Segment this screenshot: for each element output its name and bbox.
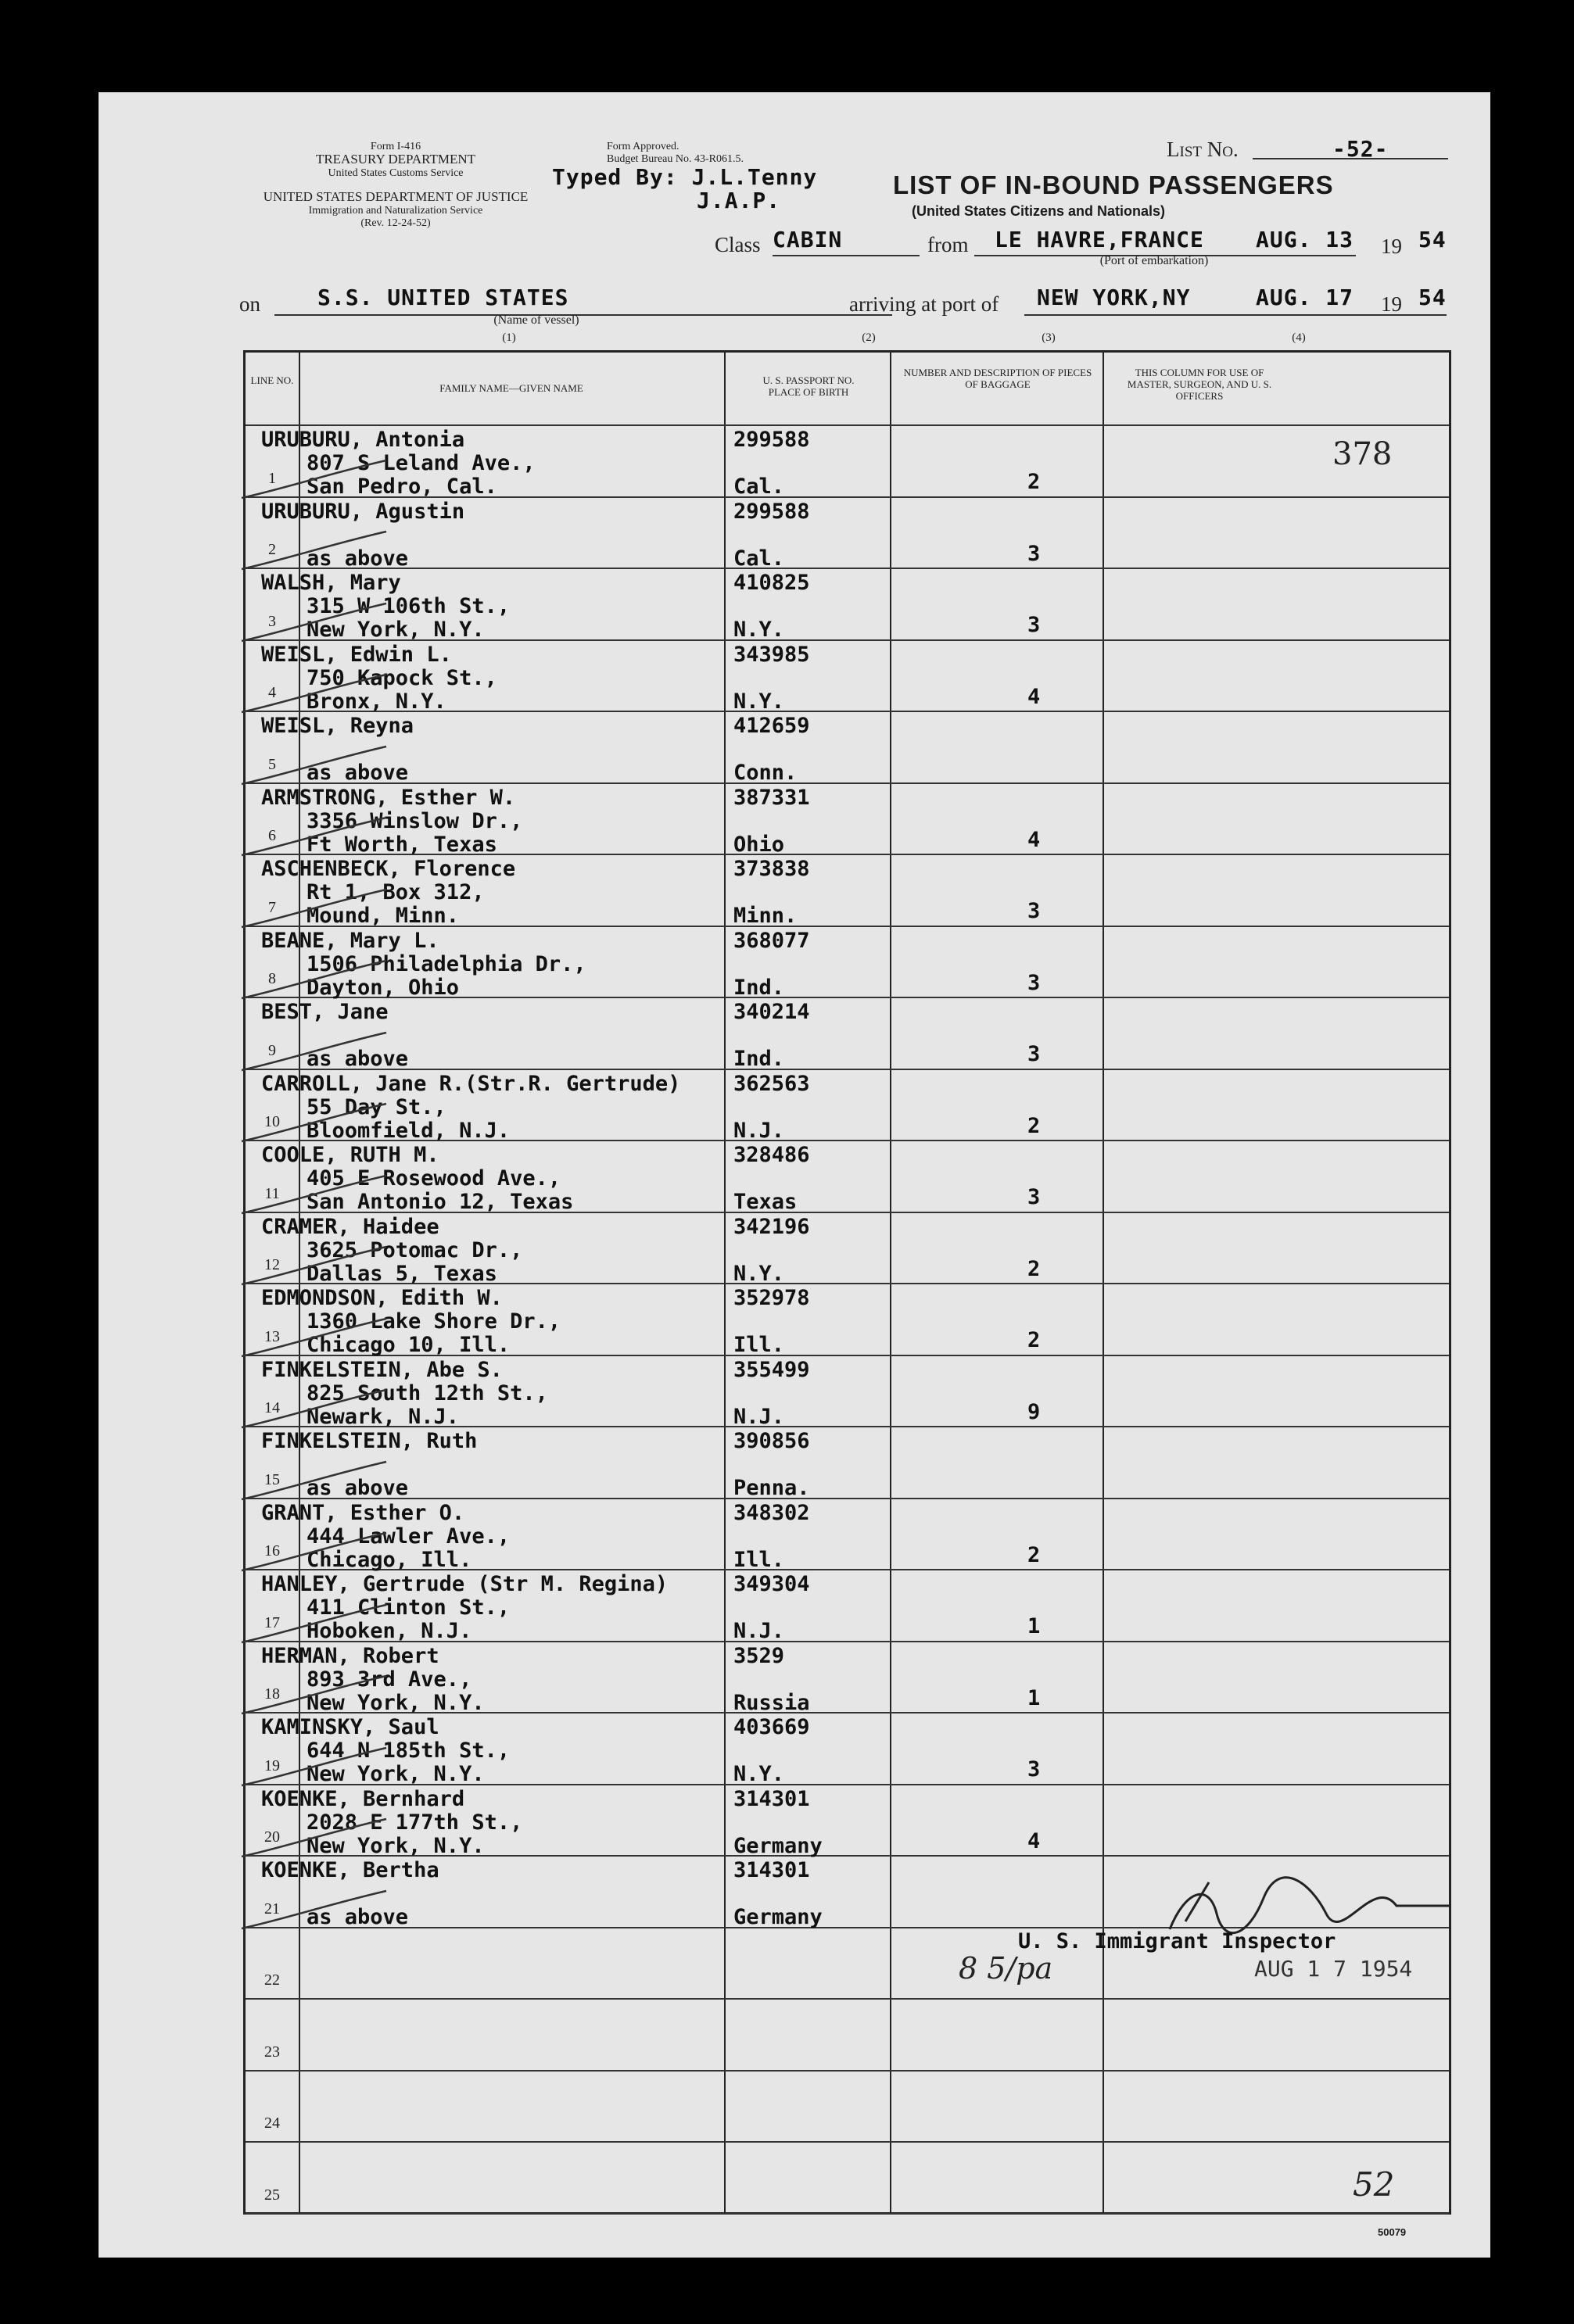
passenger-address-1: 1506 Philadelphia Dr.,: [307, 951, 586, 976]
passenger-name: BEST, Jane: [261, 1000, 389, 1024]
table-row: [246, 496, 1449, 571]
col-header-passport: U. S. PASSPORT NO. PLACE OF BIRTH: [762, 374, 855, 398]
row-number: 24: [264, 2115, 280, 2132]
place-of-birth: Minn.: [733, 904, 798, 928]
col-header-name: FAMILY NAME—GIVEN NAME: [439, 382, 583, 394]
passenger-address-2: New York, N.Y.: [307, 1690, 485, 1715]
embarkation-year: 54: [1418, 227, 1447, 252]
passenger-address-2: Mound, Minn.: [307, 904, 460, 928]
row-number: 10: [264, 1113, 280, 1130]
table-row: [246, 568, 1449, 642]
place-of-birth: Ohio: [733, 832, 785, 857]
table-row: [246, 1426, 1449, 1498]
passport-number: 299588: [733, 499, 810, 524]
passenger-address-2: as above: [307, 1905, 409, 1929]
row-number: 3: [268, 612, 276, 630]
passenger-address-1: 807 S Leland Ave.,: [307, 451, 536, 475]
place-of-birth: N.Y.: [733, 689, 785, 714]
row-number: 18: [264, 1685, 280, 1703]
place-of-birth: N.J.: [733, 1404, 785, 1429]
baggage-count: 3: [1027, 899, 1041, 923]
table-row: [246, 1712, 1449, 1784]
col-number-2: (2): [862, 331, 876, 344]
baggage-count: 2: [1027, 1256, 1041, 1281]
passenger-address-2: New York, N.Y.: [307, 618, 485, 642]
embarkation-date: AUG. 13: [1256, 227, 1354, 252]
col-number-3: (3): [1042, 331, 1056, 344]
passenger-address-2: as above: [307, 761, 409, 785]
passport-number: 3529: [733, 1643, 785, 1668]
passenger-address-2: Chicago 10, Ill.: [307, 1333, 511, 1357]
place-of-birth: N.Y.: [733, 1261, 785, 1286]
passenger-name: FINKELSTEIN, Ruth: [261, 1429, 478, 1453]
table-row: [246, 424, 1449, 499]
row-number: 19: [264, 1756, 280, 1774]
table-row: [246, 639, 1449, 714]
passport-number: 314301: [733, 1786, 810, 1811]
passenger-name: ARMSTRONG, Esther W.: [261, 785, 516, 810]
on-label: on: [239, 292, 260, 316]
place-of-birth: N.J.: [733, 1619, 785, 1643]
row-number: 8: [268, 970, 276, 987]
passenger-name: KAMINSKY, Saul: [261, 1715, 439, 1739]
baggage-count: 4: [1027, 684, 1041, 709]
table-row: [246, 1784, 1449, 1856]
passport-number: 387331: [733, 785, 810, 810]
arrival-port: NEW YORK,NY: [1037, 285, 1191, 310]
table-row: [246, 926, 1449, 1000]
arriving-label: arriving at port of: [849, 292, 999, 316]
passport-number: 340214: [733, 1000, 810, 1024]
passenger-address-2: Dayton, Ohio: [307, 975, 460, 1000]
row-number: 12: [264, 1256, 280, 1273]
passport-number: 328486: [733, 1143, 810, 1167]
passenger-address-2: New York, N.Y.: [307, 1833, 485, 1858]
class-value: CABIN: [773, 227, 843, 252]
treasury-dept: TREASURY DEPARTMENT: [315, 152, 476, 167]
col-header-line: LINE NO.: [250, 374, 294, 386]
place-of-birth: Germany: [733, 1833, 823, 1858]
list-no-value: -52-: [1332, 136, 1389, 162]
row-number: 20: [264, 1828, 280, 1846]
passenger-address-2: as above: [307, 1476, 409, 1500]
passenger-name: COOLE, RUTH M.: [261, 1143, 439, 1167]
passenger-address-2: New York, N.Y.: [307, 1762, 485, 1786]
passport-number: 412659: [733, 714, 810, 738]
passenger-name: KOENKE, Bernhard: [261, 1786, 465, 1811]
row-number: 22: [264, 1971, 280, 1989]
place-of-birth: N.J.: [733, 1118, 785, 1143]
passenger-name: URUBURU, Agustin: [261, 499, 465, 524]
passenger-name: CARROLL, Jane R.(Str.R. Gertrude): [261, 1071, 681, 1096]
col-header-officers: THIS COLUMN FOR USE OF MASTER, SURGEON, AND U. S. OFFICERS: [1127, 367, 1272, 402]
passenger-name: HANLEY, Gertrude (Str M. Regina): [261, 1572, 669, 1596]
table-row: [246, 2141, 1449, 2213]
list-no-label: List No.: [1167, 138, 1239, 161]
row-number: 7: [268, 898, 276, 916]
row-number: 5: [268, 755, 276, 773]
passenger-name: KOENKE, Bertha: [261, 1858, 439, 1882]
row-number: 13: [264, 1327, 280, 1345]
passport-number: 352978: [733, 1286, 810, 1310]
ins-service: Immigration and Naturalization Service: [308, 205, 483, 217]
table-row: [246, 1140, 1449, 1212]
passenger-address-1: 315 W 106th St.,: [307, 594, 511, 618]
passenger-address-2: Dallas 5, Texas: [307, 1261, 497, 1286]
table-row: [246, 1641, 1449, 1713]
class-label: Class: [715, 233, 761, 256]
passport-number: 368077: [733, 928, 810, 953]
passenger-address-1: 55 Day St.,: [307, 1094, 446, 1119]
col-header-baggage: NUMBER AND DESCRIPTION OF PIECES OF BAGGAGE: [903, 367, 1092, 390]
passport-number: 299588: [733, 428, 810, 452]
corner-page-number: 52: [1353, 2165, 1395, 2204]
inspector-date-stamp: AUG 1 7 1954: [1254, 1956, 1413, 1982]
passenger-address-2: Newark, N.J.: [307, 1404, 460, 1429]
table-row: [246, 782, 1449, 857]
passenger-address-2: Ft Worth, Texas: [307, 832, 497, 857]
baggage-count: 2: [1027, 470, 1041, 494]
vessel-caption: (Name of vessel): [493, 313, 579, 327]
row-number: 1: [268, 469, 276, 487]
row-number: 4: [268, 684, 276, 701]
passenger-name: EDMONDSON, Edith W.: [261, 1286, 503, 1310]
passenger-address-1: Rt 1, Box 312,: [307, 880, 485, 904]
table-row: [246, 2070, 1449, 2142]
passenger-address-2: San Pedro, Cal.: [307, 474, 497, 499]
row-number: 16: [264, 1542, 280, 1559]
row-number: 25: [264, 2186, 280, 2204]
passenger-name: WALSH, Mary: [261, 571, 401, 595]
place-of-birth: Ill.: [733, 1333, 785, 1357]
margin-number: 378: [1332, 436, 1393, 472]
form-number: Form I-416: [370, 141, 421, 152]
passenger-address-2: as above: [307, 1047, 409, 1071]
baggage-count: 3: [1027, 613, 1041, 637]
baggage-count: 2: [1027, 1113, 1041, 1138]
passport-number: 342196: [733, 1214, 810, 1239]
passport-number: 349304: [733, 1572, 810, 1596]
passport-number: 410825: [733, 571, 810, 595]
passport-number: 314301: [733, 1858, 810, 1882]
passenger-address-1: 644 N 185th St.,: [307, 1739, 511, 1763]
passenger-address-2: San Antonio 12, Texas: [307, 1190, 574, 1214]
table-row: [246, 1212, 1449, 1284]
handwritten-note: 8 5/pa: [959, 1951, 1053, 1986]
baggage-count: 3: [1027, 541, 1041, 566]
table-row: [246, 854, 1449, 926]
page-subtitle: (United States Citizens and Nationals): [912, 203, 1166, 219]
passenger-name: ASCHENBECK, Florence: [261, 857, 516, 881]
passport-number: 373838: [733, 857, 810, 881]
passenger-address-2: as above: [307, 546, 409, 571]
vessel-name: S.S. UNITED STATES: [317, 285, 569, 310]
row-number: 11: [264, 1184, 280, 1202]
baggage-count: 9: [1027, 1399, 1041, 1424]
embarkation-port: LE HAVRE,FRANCE: [995, 227, 1204, 252]
passenger-name: GRANT, Esther O.: [261, 1500, 465, 1525]
place-of-birth: Germany: [733, 1905, 823, 1929]
from-label: from: [927, 233, 969, 256]
passenger-name: BEANE, Mary L.: [261, 928, 439, 953]
passport-number: 390856: [733, 1429, 810, 1453]
passenger-name: FINKELSTEIN, Abe S.: [261, 1357, 503, 1382]
passenger-address-1: 750 Kapock St.,: [307, 665, 497, 690]
baggage-count: 3: [1027, 1042, 1041, 1066]
passenger-address-1: 3356 Winslow Dr.,: [307, 808, 523, 833]
inspector-title: U. S. Immigrant Inspector: [1018, 1929, 1336, 1953]
place-of-birth: Russia: [733, 1690, 810, 1715]
baggage-count: 3: [1027, 1757, 1041, 1781]
table-row: [246, 1355, 1449, 1427]
place-of-birth: N.Y.: [733, 618, 785, 642]
row-number: 6: [268, 827, 276, 844]
year-prefix: 19: [1381, 235, 1402, 258]
passenger-address-2: Bronx, N.Y.: [307, 689, 446, 714]
baggage-count: 4: [1027, 827, 1041, 852]
baggage-count: 2: [1027, 1328, 1041, 1352]
passport-number: 362563: [733, 1071, 810, 1096]
passenger-name: URUBURU, Antonia: [261, 428, 465, 452]
passenger-address-1: 3625 Potomac Dr.,: [307, 1237, 523, 1262]
passenger-address-1: 411 Clinton St.,: [307, 1595, 511, 1620]
passenger-name: WEISL, Edwin L.: [261, 642, 452, 667]
row-number: 17: [264, 1613, 280, 1631]
row-number: 15: [264, 1470, 280, 1488]
footer-code: 50079: [1378, 2226, 1407, 2238]
page-title: LIST OF IN-BOUND PASSENGERS: [893, 170, 1334, 199]
place-of-birth: Cal.: [733, 546, 785, 571]
passport-number: 403669: [733, 1715, 810, 1739]
table-row: [246, 1498, 1449, 1570]
arrival-date: AUG. 17: [1256, 285, 1354, 310]
row-number: 23: [264, 2043, 280, 2061]
table-row: [246, 997, 1449, 1069]
passenger-address-1: 1360 Lake Shore Dr.,: [307, 1309, 561, 1334]
arrival-year: 54: [1418, 285, 1447, 310]
manifest-sheet: [99, 92, 1490, 2258]
port-embarkation-caption: (Port of embarkation): [1099, 254, 1209, 267]
baggage-count: 1: [1027, 1685, 1041, 1710]
form-approved: Form Approved.: [607, 141, 679, 152]
passenger-name: WEISL, Reyna: [261, 714, 414, 738]
place-of-birth: Ill.: [733, 1547, 785, 1572]
baggage-count: 4: [1027, 1828, 1041, 1853]
baggage-count: 2: [1027, 1542, 1041, 1567]
passenger-address-2: Hoboken, N.J.: [307, 1619, 472, 1643]
passenger-name: HERMAN, Robert: [261, 1643, 439, 1668]
baggage-count: 1: [1027, 1614, 1041, 1638]
baggage-count: 3: [1027, 970, 1041, 995]
place-of-birth: N.Y.: [733, 1762, 785, 1786]
passenger-address-1: 405 E Rosewood Ave.,: [307, 1166, 561, 1191]
passenger-address-1: 893 3rd Ave.,: [307, 1667, 472, 1692]
row-number: 14: [264, 1399, 280, 1416]
col-number-4: (4): [1292, 331, 1306, 344]
row-number: 2: [268, 541, 276, 558]
col-number-1: (1): [502, 331, 516, 344]
table-row: [246, 1569, 1449, 1641]
place-of-birth: Ind.: [733, 1047, 785, 1071]
baggage-count: 3: [1027, 1185, 1041, 1209]
table-row: [246, 711, 1449, 785]
arrival-year-prefix: 19: [1381, 292, 1402, 316]
passenger-address-1: 2028 E 177th St.,: [307, 1810, 523, 1835]
form-revision: (Rev. 12-24-52): [360, 217, 431, 229]
row-number: 9: [268, 1041, 276, 1059]
place-of-birth: Ind.: [733, 975, 785, 1000]
table-row: [246, 1283, 1449, 1355]
customs-service: United States Customs Service: [328, 167, 464, 179]
passenger-address-1: 825 South 12th St.,: [307, 1380, 548, 1406]
place-of-birth: Cal.: [733, 474, 785, 499]
passport-number: 355499: [733, 1357, 810, 1382]
passport-number: 343985: [733, 642, 810, 667]
place-of-birth: Conn.: [733, 761, 798, 785]
place-of-birth: Penna.: [733, 1476, 810, 1500]
table-row: [246, 1069, 1449, 1141]
typed-by: Typed By: J.L.Tenny: [552, 164, 818, 190]
typed-by-initials: J.A.P.: [697, 188, 781, 213]
table-row: [246, 1998, 1449, 2070]
passenger-address-1: 444 Lawler Ave.,: [307, 1524, 511, 1549]
passenger-address-2: Chicago, Ill.: [307, 1547, 472, 1572]
passport-number: 348302: [733, 1500, 810, 1525]
budget-bureau: Budget Bureau No. 43-R061.5.: [607, 153, 744, 165]
passenger-address-2: Bloomfield, N.J.: [307, 1118, 511, 1143]
row-number: 21: [264, 1900, 280, 1918]
passenger-name: CRAMER, Haidee: [261, 1214, 439, 1239]
justice-dept: UNITED STATES DEPARTMENT OF JUSTICE: [263, 189, 529, 204]
place-of-birth: Texas: [733, 1190, 798, 1214]
